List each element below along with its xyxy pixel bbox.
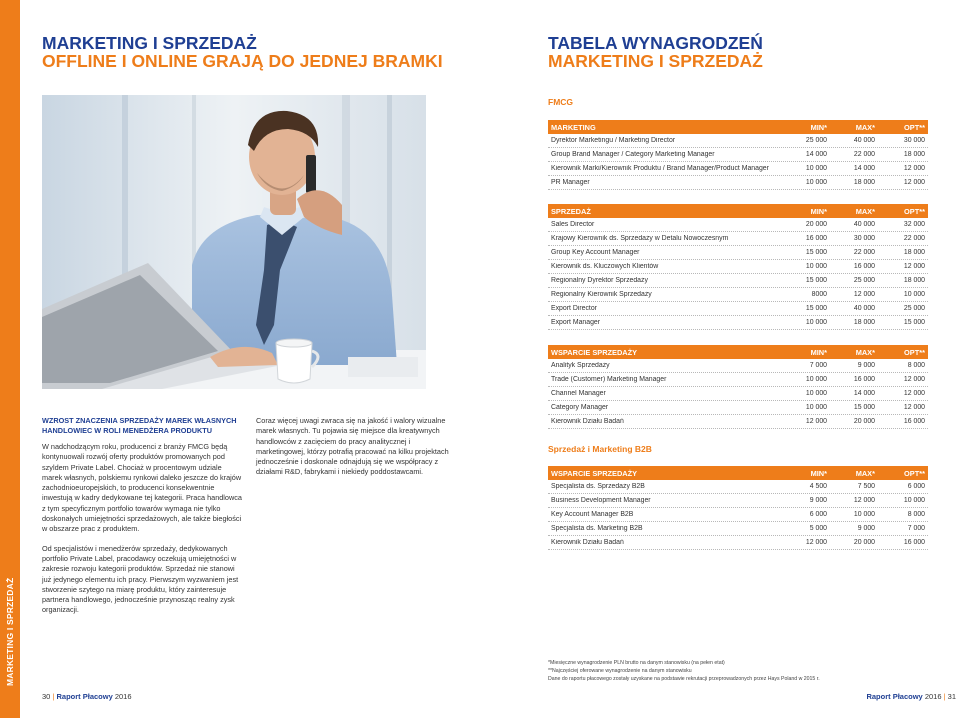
salary-value: 12 000 xyxy=(903,179,925,186)
table-row xyxy=(548,162,928,176)
table-row xyxy=(548,508,928,522)
position-name: Export Director xyxy=(551,305,597,312)
salary-value: 12 000 xyxy=(903,404,925,411)
article-column-1 xyxy=(42,416,242,625)
salary-value: 12 000 xyxy=(903,390,925,397)
salary-value: 15 000 xyxy=(805,277,827,284)
salary-value: 12 000 xyxy=(853,291,875,298)
salary-value: 10 000 xyxy=(805,165,827,172)
table-header-col: OPT** xyxy=(904,206,925,216)
table-header xyxy=(548,204,928,218)
table-row xyxy=(548,218,928,232)
table-header xyxy=(548,345,928,359)
salary-value: 12 000 xyxy=(805,418,827,425)
salary-value: 18 000 xyxy=(853,179,875,186)
salary-value: 25 000 xyxy=(853,277,875,284)
salary-value: 16 000 xyxy=(853,376,875,383)
table-header xyxy=(548,466,928,480)
position-name: Kierownik Działu Badań xyxy=(551,539,624,546)
table-header-col: MAX* xyxy=(855,122,875,132)
businessman-on-phone-image xyxy=(42,95,426,389)
table-row xyxy=(548,401,928,415)
salary-value: 12 000 xyxy=(903,376,925,383)
salary-value: 18 000 xyxy=(903,249,925,256)
section-label-b2b: Sprzedaż i Marketing B2B xyxy=(548,444,652,454)
salary-value: 10 000 xyxy=(903,291,925,298)
salary-value: 10 000 xyxy=(903,497,925,504)
salary-value: 18 000 xyxy=(903,277,925,284)
table-header-col: MIN* xyxy=(810,122,827,132)
position-name: Kierownik ds. Kluczowych Klientów xyxy=(551,263,659,270)
footer-separator-left: | xyxy=(52,692,55,701)
table-row xyxy=(548,148,928,162)
salary-value: 8 000 xyxy=(907,511,925,518)
salary-value: 16 000 xyxy=(903,539,925,546)
left-page-title xyxy=(42,34,443,70)
salary-value: 22 000 xyxy=(903,235,925,242)
salary-value: 9 000 xyxy=(857,525,875,532)
position-name: Category Manager xyxy=(551,404,609,411)
page-number-right: 31 xyxy=(947,692,956,701)
table-header-title: SPRZEDAŻ xyxy=(551,206,591,216)
article-paragraph-1: W nadchodzącym roku, producenci z branży FMCG będą kontynuowali rozwój oferty produktów promowanych pod szyldem Private Label. Chociaż w procentowym udziale marek własnych, polskiemu rynkowi daleko jeszcze do krajów zachodnioeuropejskich, to producenci konsekwentnie inwestują w kadry dedykowane tej kategorii. Praca handlowca z tym specyficznym portfolio towarów wymaga nie tylko doskonałych umiejętności sprzedażowych, ale także biegłości w obszarze prac z produktem. xyxy=(42,442,242,534)
table-header-col: OPT** xyxy=(904,347,925,357)
salary-value: 20 000 xyxy=(805,221,827,228)
salary-table-b2b xyxy=(548,466,928,550)
salary-value: 10 000 xyxy=(805,404,827,411)
table-row xyxy=(548,373,928,387)
salary-value: 25 000 xyxy=(805,137,827,144)
table-row xyxy=(548,522,928,536)
table-header-title: WSPARCIE SPRZEDAŻY xyxy=(551,347,638,357)
table-header-col: OPT** xyxy=(904,468,925,478)
salary-value: 10 000 xyxy=(805,263,827,270)
salary-value: 10 000 xyxy=(805,390,827,397)
salary-value: 5 000 xyxy=(809,525,827,532)
position-name: Kierownik Marki/Kierownik Produktu / Brand Manager/Product Manager xyxy=(551,165,769,172)
left-title-line1: MARKETING I SPRZEDAŻ xyxy=(42,33,257,53)
position-name: Regionalny Kierownik Sprzedaży xyxy=(551,291,652,298)
salary-value: 40 000 xyxy=(853,137,875,144)
article-paragraph-3: Coraz więcej uwagi zwraca się na jakość i walory wizualne marek własnych. Tu pojawia się miejsce dla kreatywnych handlowców z zacięciem do pracy analitycznej i marketingowej, którzy potrafią pracować na kilku projektach jednocześnie i doskonale odnajdują się we współpracy z działami R&D, fabrykami i niekiedy poddostawcami. xyxy=(256,416,449,477)
footer-report-left: Raport Płacowy xyxy=(56,692,113,701)
footnote-3: Dane do raportu płacowego zostały uzyskane na podstawie rekrutacji przeprowadzonych przez Hays Poland w 2015 r. xyxy=(548,676,820,682)
salary-value: 16 000 xyxy=(903,418,925,425)
salary-value: 12 000 xyxy=(903,165,925,172)
table-row xyxy=(548,387,928,401)
position-name: Business Development Manager xyxy=(551,497,651,504)
salary-value: 22 000 xyxy=(853,151,875,158)
table-row xyxy=(548,359,928,373)
position-name: Krajowy Kierownik ds. Sprzedaży w Detalu Nowoczesnym xyxy=(551,235,729,242)
salary-value: 6 000 xyxy=(907,483,925,490)
salary-value: 20 000 xyxy=(853,539,875,546)
salary-value: 15 000 xyxy=(903,319,925,326)
table-row xyxy=(548,494,928,508)
footer-year-right: 2016 xyxy=(924,692,942,701)
table-header-col: MAX* xyxy=(855,347,875,357)
salary-value: 7 000 xyxy=(907,525,925,532)
salary-value: 8 000 xyxy=(907,362,925,369)
salary-table-wsparcie xyxy=(548,345,928,429)
position-name: Channel Manager xyxy=(551,390,606,397)
salary-value: 7 000 xyxy=(809,362,827,369)
salary-value: 15 000 xyxy=(805,305,827,312)
salary-value: 15 000 xyxy=(805,249,827,256)
table-row xyxy=(548,536,928,550)
salary-value: 32 000 xyxy=(903,221,925,228)
position-name: Regionalny Dyrektor Sprzedaży xyxy=(551,277,648,284)
salary-value: 16 000 xyxy=(853,263,875,270)
table-row xyxy=(548,134,928,148)
salary-value: 10 000 xyxy=(805,319,827,326)
salary-value: 20 000 xyxy=(853,418,875,425)
table-row xyxy=(548,302,928,316)
table-header-col: OPT** xyxy=(904,122,925,132)
table-header-col: MIN* xyxy=(810,347,827,357)
article-paragraph-2: Od specjalistów i menedżerów sprzedaży, dedykowanych portfolio Private Label, pracodawcy oczekują umiejętności w zakresie rozwoju kategorii produktów. Sprzedaż nie stanowi już jedynego elementu ich pracy. Pierwszym wyzwaniem jest stworzenie szytego na miarę produktu, który zainteresuje partnera handlowego, jednocześnie przynosząc realny zysk organizacji. xyxy=(42,543,239,615)
table-row xyxy=(548,246,928,260)
position-name: Specjalista ds. Marketing B2B xyxy=(551,525,643,532)
table-row xyxy=(548,288,928,302)
position-name: Trade (Customer) Marketing Manager xyxy=(551,376,667,383)
salary-value: 12 000 xyxy=(903,263,925,270)
salary-table-marketing xyxy=(548,120,928,190)
table-row xyxy=(548,480,928,494)
salary-value: 15 000 xyxy=(853,404,875,411)
salary-value: 10 000 xyxy=(805,179,827,186)
salary-value: 22 000 xyxy=(853,249,875,256)
salary-table-sprzedaz xyxy=(548,204,928,330)
hero-photo xyxy=(42,95,426,389)
salary-value: 10 000 xyxy=(805,376,827,383)
salary-value: 9 000 xyxy=(809,497,827,504)
salary-value: 10 000 xyxy=(853,511,875,518)
table-header xyxy=(548,120,928,134)
table-header-title: MARKETING xyxy=(551,122,596,132)
footer-separator-right: | xyxy=(943,692,946,701)
salary-value: 14 000 xyxy=(853,165,875,172)
section-label-fmcg: FMCG xyxy=(548,97,574,107)
salary-value: 40 000 xyxy=(853,305,875,312)
footer-right xyxy=(866,692,956,701)
table-header-col: MIN* xyxy=(810,468,827,478)
footnote-1: *Miesięczne wynagrodzenie PLN brutto na danym stanowisku (na pełen etat) xyxy=(548,660,725,666)
salary-value: 25 000 xyxy=(903,305,925,312)
footer-report-right: Raport Płacowy xyxy=(866,692,923,701)
table-row xyxy=(548,316,928,330)
table-row xyxy=(548,232,928,246)
salary-value: 30 000 xyxy=(903,137,925,144)
position-name: Specjalista ds. Sprzedaży B2B xyxy=(551,483,645,490)
table-header-col: MAX* xyxy=(855,206,875,216)
side-section-label: MARKETING I SPRZEDAŻ xyxy=(5,577,15,686)
position-name: Dyrektor Marketingu / Marketing Director xyxy=(551,137,676,144)
position-name: Kierownik Działu Badań xyxy=(551,418,624,425)
salary-value: 6 000 xyxy=(809,511,827,518)
salary-value: 9 000 xyxy=(857,362,875,369)
position-name: Key Account Manager B2B xyxy=(551,511,634,518)
article-column-2 xyxy=(256,416,456,478)
salary-value: 18 000 xyxy=(903,151,925,158)
right-page-title xyxy=(548,34,763,70)
salary-value: 16 000 xyxy=(805,235,827,242)
position-name: Group Key Account Manager xyxy=(551,249,640,256)
page-number-left: 30 xyxy=(42,692,51,701)
table-row xyxy=(548,415,928,429)
footer-year-left: 2016 xyxy=(114,692,132,701)
salary-value: 40 000 xyxy=(853,221,875,228)
footer-left xyxy=(42,692,132,701)
salary-value: 14 000 xyxy=(853,390,875,397)
right-title-line2: MARKETING I SPRZEDAŻ xyxy=(548,51,763,71)
salary-value: 12 000 xyxy=(805,539,827,546)
position-name: PR Manager xyxy=(551,179,590,186)
table-row xyxy=(548,260,928,274)
table-header-title: WSPARCIE SPRZEDAŻY xyxy=(551,468,638,478)
table-row xyxy=(548,176,928,190)
table-header-col: MIN* xyxy=(810,206,827,216)
salary-value: 30 000 xyxy=(853,235,875,242)
salary-value: 4 500 xyxy=(809,483,827,490)
position-name: Sales Director xyxy=(551,221,595,228)
footnote-2: **Najczęściej oferowane wynagrodzenie na danym stanowisku xyxy=(548,668,692,674)
position-name: Export Manager xyxy=(551,319,601,326)
table-header-col: MAX* xyxy=(855,468,875,478)
salary-value: 7 500 xyxy=(857,483,875,490)
salary-value: 14 000 xyxy=(805,151,827,158)
left-title-line2: OFFLINE I ONLINE GRAJĄ DO JEDNEJ BRAMKI xyxy=(42,51,443,71)
table-row xyxy=(548,274,928,288)
salary-value: 8000 xyxy=(811,291,827,298)
footnotes xyxy=(548,659,820,683)
article-heading: WZROST ZNACZENIA SPRZEDAŻY MAREK WŁASNYCH HANDLOWIEC W ROLI MENEDŻERA PRODUKTU xyxy=(42,416,237,435)
salary-value: 12 000 xyxy=(853,497,875,504)
position-name: Analityk Sprzedaży xyxy=(551,362,610,369)
position-name: Group Brand Manager / Category Marketing Manager xyxy=(551,151,715,158)
right-title-line1: TABELA WYNAGRODZEŃ xyxy=(548,33,763,53)
salary-value: 18 000 xyxy=(853,319,875,326)
